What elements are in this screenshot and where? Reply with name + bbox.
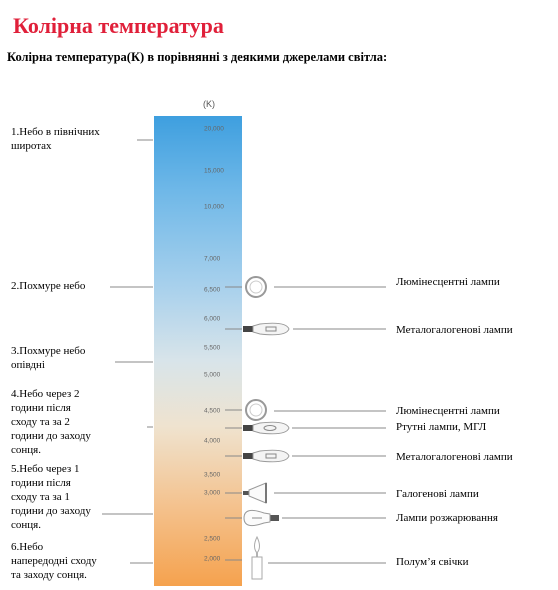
scale-tick: 7,000	[204, 255, 221, 263]
scale-tick: 6,500	[204, 286, 221, 294]
scale-tick: 5,000	[204, 371, 221, 379]
scale-unit: (K)	[203, 99, 215, 109]
sky-label-4: 4.Небо через 2 години після сходу та за 2 години до заходу сонця.	[11, 388, 91, 456]
incandescent-bulb-icon	[242, 508, 282, 528]
lamp-label: Люмінесцентні лампи	[396, 276, 500, 288]
candle-icon	[245, 535, 269, 581]
scale-tick: 10,000	[204, 203, 224, 211]
lamp-label: Полум’я свічки	[396, 556, 469, 568]
scale-tick: 5,500	[204, 344, 221, 352]
sky-label-6: 6.Небо напередодні сходу та заходу сонця.	[11, 541, 97, 581]
sky-label-3: 3.Похмуре небо опівдні	[11, 345, 86, 371]
sky-label-1: 1.Небо в північних широтах	[11, 126, 100, 152]
scale-tick: 3,500	[204, 471, 221, 479]
page-subtitle: Колірна температура(К) в порівнянні з деякими джерелами світла:	[7, 50, 388, 64]
scale-tick: 2,500	[204, 535, 221, 543]
scale-tick: 4,000	[204, 437, 221, 445]
lamp-label: Металогалогенові лампи	[396, 451, 513, 463]
lamp-label: Металогалогенові лампи	[396, 324, 513, 336]
lamp-label: Лампи розжарювання	[396, 512, 498, 524]
ring-fluorescent-lamp-icon	[243, 275, 271, 299]
scale-tick: 3,000	[204, 489, 221, 497]
scale-tick: 2,000	[204, 555, 221, 563]
scale-tick: 15,000	[204, 167, 224, 175]
scale-tick: 4,500	[204, 407, 221, 415]
sky-label-5: 5.Небо через 1 години після сходу та за 1 години до заходу сонця.	[11, 463, 91, 531]
scale-tick: 20,000	[204, 125, 224, 133]
metal-halide-lamp-icon	[242, 321, 292, 337]
scale-tick: 6,000	[204, 315, 221, 323]
lamp-label: Ртутні лампи, МГЛ	[396, 421, 487, 433]
metal-halide-lamp-icon	[242, 448, 292, 464]
sky-label-2: 2.Похмуре небо	[11, 280, 86, 292]
lamp-label: Люмінесцентні лампи	[396, 405, 500, 417]
halogen-reflector-lamp-icon	[242, 481, 272, 505]
page-title: Колірна температура	[13, 13, 224, 38]
mercury-lamp-icon	[242, 420, 292, 436]
lamp-label: Галогенові лампи	[396, 488, 479, 500]
ring-fluorescent-lamp-icon	[243, 398, 271, 422]
